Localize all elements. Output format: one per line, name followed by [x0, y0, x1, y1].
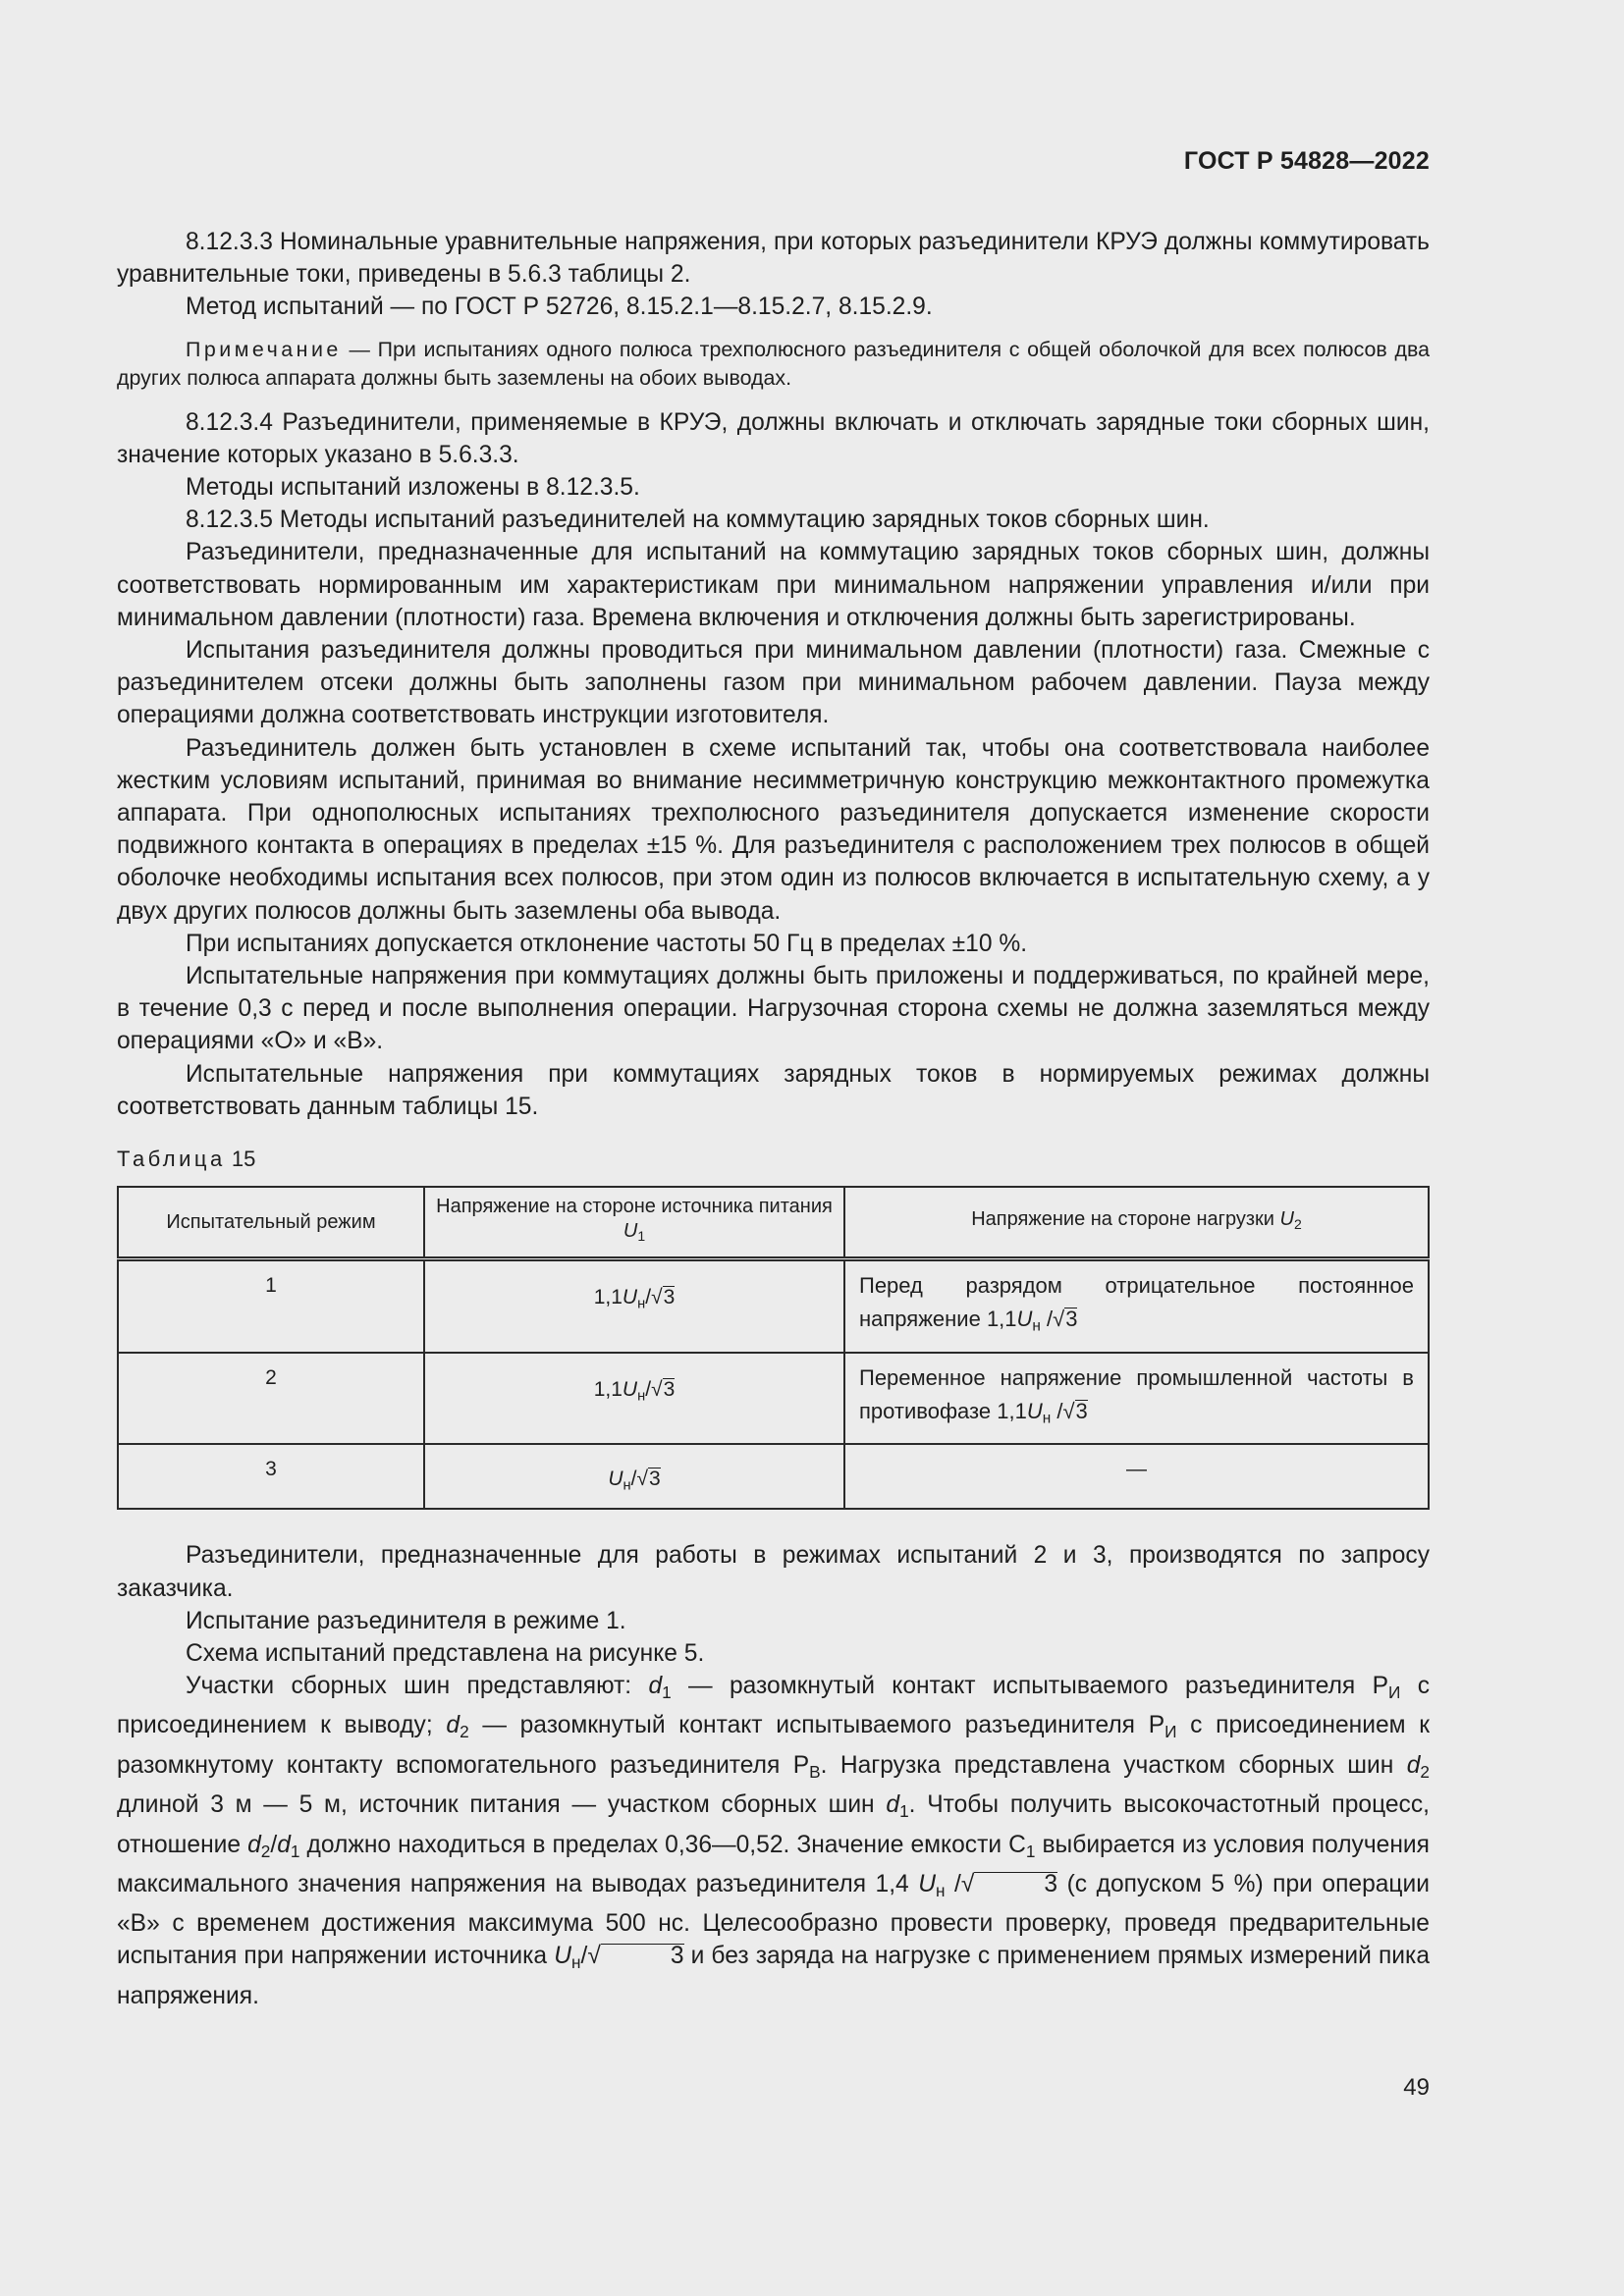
paragraph-gas-pressure: Испытания разъединителя должны проводиться при минимальном давлении (плотности) газа. Смежные с разъединителем отсеки должны быть заполнены газом при минимальном рабочем давлении. Пауза между операциями должна соответствовать инструкции изготовителя.: [117, 637, 1430, 729]
fp-t1: Участки сборных шин представляют:: [186, 1673, 649, 1700]
fp-t5: с присоединением к разомкнутому контакту вспомогательного разъединителя Р: [117, 1712, 1430, 1779]
paragraph-mode-1: Испытание разъединителя в режиме 1.: [186, 1607, 626, 1634]
fp-t6: . Нагрузка представлена участком сборных шин: [820, 1751, 1407, 1779]
table-cell-load-voltage: Перед разрядом отрицательное постоянное напряжение $1,1U_н$ /√3: [844, 1259, 1429, 1353]
paragraph-test-methods: Методы испытаний изложены в 8.12.3.5.: [186, 474, 640, 502]
table-row: [118, 1259, 1429, 1353]
paragraph-disconnectors: Разъединители, предназначенные для испытаний на коммутацию зарядных токов сборных шин, должны соответствовать нормированным им характеристикам при минимальном напряжении управления и/или при минимальном давлении (плотности) газа. Времена включения и отключения должны быть зарегистрированы.: [117, 539, 1430, 631]
table-header-row: [118, 1187, 1429, 1259]
note-label: Примечание: [186, 337, 342, 361]
paragraph-8-12-3-3: 8.12.3.3 Номинальные уравнительные напряжения, при которых разъединители КРУЭ должны коммутировать уравнительные токи, приведены в 5.6.3 таблицы 2.: [117, 229, 1430, 289]
table-header-mode-text: Испытательный режим: [166, 1210, 376, 1233]
test-voltage-table: [117, 1186, 1430, 1510]
table-cell-load-voltage: Переменное напряжение промышленной частоты в противофазе $1,1U_н$ /√3: [844, 1353, 1429, 1445]
document-body: [117, 226, 1430, 2012]
table-number: 15: [231, 1147, 256, 1172]
fp-t11: (с допуском 5 %) при операции «В» с временем достижения максимума 500 нс. Целесообразно провести проверку, проведя предварительные испытания при напряжении источника: [117, 1870, 1430, 1970]
fp-t3: с присоединением к выводу;: [117, 1673, 1430, 1739]
u1-symbol: U: [623, 1220, 638, 1243]
table-cell-mode: 2: [118, 1353, 424, 1445]
table-cell-mode: 1: [118, 1259, 424, 1353]
fp-t10: выбирается из условия получения максимального значения напряжения на выводах разъединителя 1,4: [117, 1831, 1430, 1897]
paragraph-frequency: При испытаниях допускается отклонение частоты 50 Гц в пределах ±10 %.: [186, 930, 1028, 957]
paragraph-8-12-3-4: 8.12.3.4 Разъединители, применяемые в КРУЭ, должны включать и отключать зарядные токи сборных шин, значение которых указано в 5.6.3.3.: [117, 408, 1430, 468]
table-header-source: [424, 1187, 844, 1259]
table-label: Таблица: [117, 1147, 226, 1172]
fp-t4: — разомкнутый контакт испытываемого разъединителя Р: [468, 1712, 1165, 1739]
document-header: ГОСТ Р 54828—2022: [1183, 147, 1430, 175]
note: [117, 336, 1430, 393]
table-caption: [117, 1145, 1430, 1174]
table-cell-load-voltage: —: [844, 1444, 1429, 1509]
paragraph-installation: Разъединитель должен быть установлен в схеме испытаний так, чтобы она соответствовала наиболее жестким условиям испытаний, принимая во внимание несимметричную конструкцию межконтактного промежутка аппарата. При однополюсных испытаниях трехполюсного разъединителя допускается изменение скорости подвижного контакта в операциях в пределах ±15 %. Для разъединителя с расположением трех полюсов в общей оболочке необходимы испытания всех полюсов, при этом один из полюсов включается в испытательную схему, а у двух других полюсов должны быть заземлены оба вывода.: [117, 734, 1430, 925]
paragraph-table-ref: Испытательные напряжения при коммутациях зарядных токов в нормируемых режимах должны соответствовать данным таблицы 15.: [117, 1060, 1430, 1120]
u1-subscript: 1: [637, 1228, 646, 1245]
coef-text: 1,1: [593, 1286, 623, 1309]
table-row: [118, 1353, 1429, 1445]
fp-t8: . Чтобы получить высокочастотный процесс, отношение: [117, 1791, 1430, 1858]
table-cell-source-voltage: $1,1U_н/√3$: [424, 1353, 844, 1445]
note-text: — При испытаниях одного полюса трехполюсного разъединителя с общей оболочкой для всех полюсов два других полюса аппарата должны быть заземлены на обоих выводах.: [117, 337, 1430, 390]
paragraph-voltages: Испытательные напряжения при коммутациях должны быть приложены и поддерживаться, по крайней мере, в течение 0,3 с перед и после выполнения операции. Нагрузочная сторона схемы не должна заземляться между операциями «О» и «В».: [117, 963, 1430, 1055]
fp-t9: должно находиться в пределах 0,36—0,52. Значение емкости С: [299, 1831, 1026, 1858]
load-text: Перед разрядом отрицательное постоянное напряжение 1,1: [859, 1273, 1414, 1332]
paragraph-busbar-sections: Участки сборных шин представляют: $d_1$ — разомкнутый контакт испытываемого разъединителя $Р_И$ с присоединением к выводу; $d_2$ — разомкнутый контакт испытываемого разъединителя $Р_И$ с присоединением к разомкнутому контакту вспомогательного разъединителя $Р_В$. Нагрузка представлена участком сборных шин $d_2$ длиной 3 м — 5 м, источник питания — участком сборных шин $d_1$. Чтобы получить высокочастотный процесс, отношение $d_2/d_1$ должно находиться в пределах 0,36—0,52. Значение емкости $С_1$ выбирается из условия получения максимального значения напряжения на выводах разъединителя 1,4 $U_н$ /√ 3 (с допуском 5 %) при операции «В» с временем достижения максимума 500 нс. Целесообразно провести проверку, проведя предварительные испытания при напряжении источника $U_н/√$ 3 и без заряда на нагрузке с применением прямых измерений пика напряжения.: [117, 1673, 1430, 2009]
table-cell-mode: 3: [118, 1444, 424, 1509]
u2-subscript: 2: [1293, 1216, 1302, 1233]
table-header-load: [844, 1187, 1429, 1259]
page-number: 49: [1403, 2074, 1430, 2101]
load-text: Переменное напряжение промышленной частоты в противофазе 1,1: [859, 1364, 1414, 1423]
table-header-load-text: Напряжение на стороне нагрузки: [971, 1207, 1274, 1230]
u2-symbol: U: [1279, 1207, 1294, 1230]
paragraph-figure-ref: Схема испытаний представлена на рисунке 5.: [186, 1639, 705, 1667]
coef-text: 1,1: [593, 1377, 623, 1401]
fp-t7: длиной 3 м — 5 м, источник питания — участком сборных шин: [117, 1791, 887, 1819]
table-header-mode: [118, 1187, 424, 1259]
paragraph-8-12-3-5: 8.12.3.5 Методы испытаний разъединителей на коммутацию зарядных токов сборных шин.: [186, 507, 1210, 534]
table-header-source-text: Напряжение на стороне источника питания: [436, 1196, 833, 1218]
table-row: [118, 1444, 1429, 1509]
fp-t12: и без заряда на нагрузке с применением прямых измерений пика напряжения.: [117, 1943, 1430, 2009]
table-cell-source-voltage: $U_н/√3$: [424, 1444, 844, 1509]
paragraph-test-method: Метод испытаний — по ГОСТ Р 52726, 8.15.2.1—8.15.2.7, 8.15.2.9.: [186, 294, 933, 321]
fp-t2: — разомкнутый контакт испытываемого разъединителя Р: [671, 1673, 1388, 1700]
paragraph-modes-2-3: Разъединители, предназначенные для работы в режимах испытаний 2 и 3, производятся по запросу заказчика.: [117, 1542, 1430, 1602]
table-cell-source-voltage: $1,1U_н/√3$: [424, 1259, 844, 1353]
